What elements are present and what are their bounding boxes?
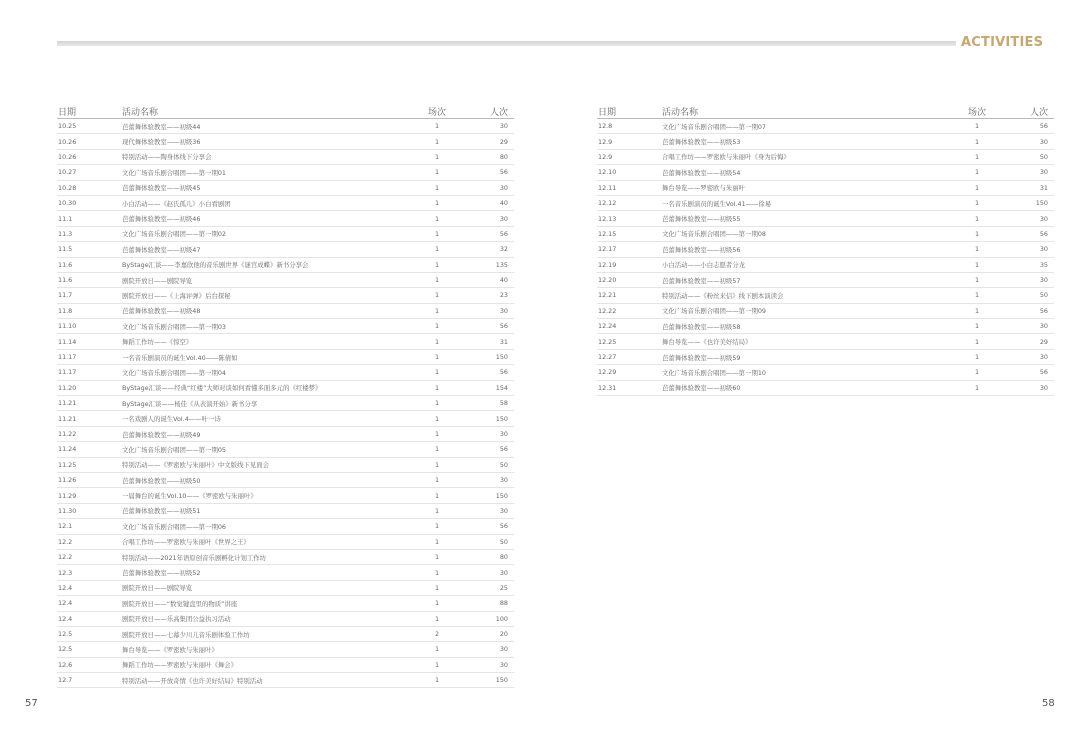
cell-activity-name: 芭蕾舞体验教室——初级55 <box>662 211 952 226</box>
cell-sessions: 1 <box>412 319 462 334</box>
table-row <box>597 165 1054 180</box>
cell-people: 30 <box>1002 242 1054 257</box>
cell-activity-name: 剧院开放日——乐高集团公益执习活动 <box>122 611 412 626</box>
cell-people: 80 <box>462 549 514 564</box>
cell-date: 10.26 <box>57 134 122 149</box>
cell-date: 12.12 <box>597 195 662 210</box>
cell-sessions: 1 <box>412 396 462 411</box>
cell-activity-name: 芭蕾舞体验教室——初级58 <box>662 319 952 334</box>
cell-activity-name: 剧院开放日——剧院导览 <box>122 272 412 287</box>
cell-date: 12.4 <box>57 580 122 595</box>
cell-date: 11.25 <box>57 457 122 472</box>
cell-date: 12.21 <box>597 288 662 303</box>
cell-people: 80 <box>462 149 514 164</box>
cell-people: 150 <box>1002 195 1054 210</box>
cell-people: 56 <box>1002 303 1054 318</box>
table-header-row <box>57 104 514 119</box>
cell-people: 40 <box>462 272 514 287</box>
cell-date: 11.20 <box>57 380 122 395</box>
cell-people: 30 <box>1002 134 1054 149</box>
cell-sessions: 1 <box>952 288 1002 303</box>
cell-people: 30 <box>462 657 514 672</box>
cell-people: 56 <box>1002 119 1054 134</box>
table-row <box>57 549 514 564</box>
cell-date: 11.30 <box>57 503 122 518</box>
cell-date: 11.29 <box>57 488 122 503</box>
section-title: ACTIVITIES <box>961 35 1044 50</box>
cell-activity-name: 剧院开放日——剧院导览 <box>122 580 412 595</box>
cell-people: 58 <box>462 396 514 411</box>
cell-date: 12.5 <box>57 626 122 641</box>
cell-date: 12.1 <box>57 519 122 534</box>
cell-sessions: 1 <box>952 303 1002 318</box>
cell-date: 12.4 <box>57 611 122 626</box>
cell-people: 100 <box>462 611 514 626</box>
table-row <box>57 442 514 457</box>
cell-activity-name: 文化广场音乐剧合唱团——第一期01 <box>122 165 412 180</box>
cell-activity-name: 合唱工作坊——罗密欧与朱丽叶《身为后悔》 <box>662 149 952 164</box>
table-row <box>597 226 1054 241</box>
cell-people: 56 <box>462 165 514 180</box>
cell-sessions: 1 <box>412 180 462 195</box>
table-row <box>597 257 1054 272</box>
cell-sessions: 1 <box>952 134 1002 149</box>
cell-activity-name: 一名戏剧人的诞生Vol.4——叶一诗 <box>122 411 412 426</box>
cell-activity-name: 剧院开放日——《上海评弹》后台探秘 <box>122 288 412 303</box>
cell-people: 30 <box>1002 165 1054 180</box>
column-header-people: 人次 <box>462 104 514 119</box>
table-row <box>57 257 514 272</box>
cell-date: 12.4 <box>57 596 122 611</box>
table-row <box>57 503 514 518</box>
table-row <box>57 242 514 257</box>
cell-activity-name: 舞台导览——《罗密欧与朱丽叶》 <box>122 642 412 657</box>
cell-sessions: 1 <box>952 149 1002 164</box>
cell-people: 30 <box>462 472 514 487</box>
cell-date: 12.10 <box>597 165 662 180</box>
table-row <box>57 211 514 226</box>
table-row <box>57 180 514 195</box>
column-header-people: 人次 <box>1002 104 1054 119</box>
cell-activity-name: 文化广场音乐剧合唱团——第一期09 <box>662 303 952 318</box>
cell-date: 11.10 <box>57 319 122 334</box>
table-row <box>57 580 514 595</box>
cell-activity-name: ByStage汇谈——经典“红楼”大师对谈如何看懂多面多元的《红楼梦》 <box>122 380 412 395</box>
table-row <box>57 657 514 672</box>
cell-date: 12.27 <box>597 349 662 364</box>
column-header-date: 日期 <box>597 104 662 119</box>
cell-date: 11.17 <box>57 365 122 380</box>
cell-people: 29 <box>1002 334 1054 349</box>
cell-sessions: 1 <box>412 472 462 487</box>
table-row <box>57 611 514 626</box>
cell-date: 11.21 <box>57 396 122 411</box>
cell-activity-name: 文化广场音乐剧合唱团——第一期07 <box>662 119 952 134</box>
cell-people: 56 <box>462 365 514 380</box>
cell-date: 12.11 <box>597 180 662 195</box>
cell-sessions: 1 <box>952 242 1002 257</box>
cell-date: 12.3 <box>57 565 122 580</box>
cell-activity-name: 舞台导览——《也许美好结局》 <box>662 334 952 349</box>
cell-date: 12.9 <box>597 134 662 149</box>
cell-people: 50 <box>1002 288 1054 303</box>
cell-activity-name: 文化广场音乐剧合唱团——第一期04 <box>122 365 412 380</box>
cell-sessions: 1 <box>412 673 462 688</box>
page-number-right: 58 <box>1042 698 1055 709</box>
cell-sessions: 1 <box>412 426 462 441</box>
cell-activity-name: 芭蕾舞体验教室——初级44 <box>122 119 412 134</box>
cell-sessions: 1 <box>952 180 1002 195</box>
cell-activity-name: 剧院开放日——七幕少川儿音乐剧体验工作坊 <box>122 626 412 641</box>
cell-date: 12.22 <box>597 303 662 318</box>
table-row <box>597 380 1054 395</box>
table-row <box>597 242 1054 257</box>
cell-date: 12.2 <box>57 534 122 549</box>
table-row <box>57 472 514 487</box>
cell-sessions: 1 <box>412 488 462 503</box>
cell-activity-name: 舞蹈工作坊——《惊空》 <box>122 334 412 349</box>
cell-sessions: 1 <box>952 165 1002 180</box>
cell-people: 30 <box>462 426 514 441</box>
table-row <box>597 349 1054 364</box>
cell-sessions: 1 <box>412 580 462 595</box>
cell-activity-name: 合唱工作坊——罗密欧与朱丽叶《世界之王》 <box>122 534 412 549</box>
cell-people: 150 <box>462 411 514 426</box>
cell-people: 56 <box>462 442 514 457</box>
cell-sessions: 1 <box>412 257 462 272</box>
table-row <box>57 334 514 349</box>
cell-people: 56 <box>462 226 514 241</box>
table-row <box>57 626 514 641</box>
cell-sessions: 1 <box>952 272 1002 287</box>
table-row <box>597 180 1054 195</box>
column-header-sessions: 场次 <box>952 104 1002 119</box>
table-row <box>597 334 1054 349</box>
cell-people: 30 <box>1002 349 1054 364</box>
cell-date: 12.7 <box>57 673 122 688</box>
activity-table-right <box>597 104 1054 396</box>
cell-sessions: 1 <box>952 349 1002 364</box>
table-row <box>57 396 514 411</box>
cell-date: 12.17 <box>597 242 662 257</box>
cell-people: 30 <box>462 180 514 195</box>
cell-people: 40 <box>462 195 514 210</box>
cell-sessions: 1 <box>412 657 462 672</box>
cell-activity-name: 特别活动——《罗密欧与朱丽叶》中文版线下见面会 <box>122 457 412 472</box>
table-row <box>597 195 1054 210</box>
cell-activity-name: 特别活动——开放奇情《也许美好结局》特别活动 <box>122 673 412 688</box>
cell-activity-name: ByStage汇谈——杨佳《从表演开始》新书分享 <box>122 396 412 411</box>
table-row <box>597 149 1054 164</box>
cell-activity-name: 芭蕾舞体验教室——初级60 <box>662 380 952 395</box>
cell-activity-name: 小白活动——小白志愿者分龙 <box>662 257 952 272</box>
cell-activity-name: 舞蹈工作坊——罗密欧与朱丽叶《舞会》 <box>122 657 412 672</box>
cell-people: 50 <box>462 534 514 549</box>
cell-people: 30 <box>462 503 514 518</box>
page-number-left: 57 <box>25 698 38 709</box>
cell-date: 12.8 <box>597 119 662 134</box>
table-row <box>57 673 514 688</box>
table-row <box>57 134 514 149</box>
cell-people: 135 <box>462 257 514 272</box>
table-row <box>57 119 514 134</box>
cell-activity-name: 文化广场音乐剧合唱团——第一期02 <box>122 226 412 241</box>
table-row <box>597 134 1054 149</box>
cell-date: 11.8 <box>57 303 122 318</box>
cell-activity-name: 文化广场音乐剧合唱团——第一期05 <box>122 442 412 457</box>
cell-activity-name: 芭蕾舞体验教室——初级54 <box>662 165 952 180</box>
cell-activity-name: 特别活动——2021年语原创音乐剧孵化计划工作坊 <box>122 549 412 564</box>
table-row <box>597 119 1054 134</box>
cell-people: 30 <box>462 565 514 580</box>
cell-sessions: 1 <box>952 380 1002 395</box>
cell-sessions: 1 <box>412 226 462 241</box>
table-row <box>57 426 514 441</box>
table-row <box>57 534 514 549</box>
cell-date: 12.20 <box>597 272 662 287</box>
cell-people: 30 <box>1002 272 1054 287</box>
cell-activity-name: 文化广场音乐剧合唱团——第一期06 <box>122 519 412 534</box>
cell-activity-name: 特别活动——陶身体线下分享会 <box>122 149 412 164</box>
cell-people: 31 <box>462 334 514 349</box>
cell-sessions: 1 <box>952 365 1002 380</box>
cell-sessions: 1 <box>412 149 462 164</box>
cell-sessions: 1 <box>412 134 462 149</box>
cell-date: 12.25 <box>597 334 662 349</box>
cell-activity-name: 芭蕾舞体验教室——初级51 <box>122 503 412 518</box>
cell-sessions: 1 <box>412 119 462 134</box>
cell-activity-name: 现代舞体验教室——初级36 <box>122 134 412 149</box>
cell-sessions: 1 <box>412 611 462 626</box>
cell-sessions: 1 <box>952 334 1002 349</box>
cell-sessions: 1 <box>412 165 462 180</box>
table-row <box>597 303 1054 318</box>
cell-activity-name: 一名音乐剧演员的诞生Vol.40——陈倩如 <box>122 349 412 364</box>
cell-sessions: 1 <box>412 349 462 364</box>
table-row <box>57 488 514 503</box>
cell-people: 30 <box>462 119 514 134</box>
table-header-row <box>597 104 1054 119</box>
table-row <box>57 642 514 657</box>
table-row <box>597 365 1054 380</box>
column-header-date: 日期 <box>57 104 122 119</box>
cell-sessions: 1 <box>412 519 462 534</box>
cell-people: 88 <box>462 596 514 611</box>
cell-people: 25 <box>462 580 514 595</box>
cell-people: 30 <box>462 303 514 318</box>
cell-date: 12.24 <box>597 319 662 334</box>
cell-activity-name: 芭蕾舞体验教室——初级50 <box>122 472 412 487</box>
cell-activity-name: 芭蕾舞体验教室——初级52 <box>122 565 412 580</box>
cell-sessions: 1 <box>412 565 462 580</box>
cell-date: 11.6 <box>57 257 122 272</box>
table-row <box>57 319 514 334</box>
cell-date: 11.22 <box>57 426 122 441</box>
cell-activity-name: 芭蕾舞体验教室——初级56 <box>662 242 952 257</box>
cell-activity-name: ByStage汇谈——李嘉欣他的音乐剧世界《谜宫成蝶》新书分享会 <box>122 257 412 272</box>
cell-date: 10.30 <box>57 195 122 210</box>
table-row <box>57 349 514 364</box>
cell-sessions: 1 <box>412 457 462 472</box>
cell-sessions: 1 <box>412 380 462 395</box>
cell-people: 31 <box>1002 180 1054 195</box>
cell-people: 30 <box>1002 380 1054 395</box>
table-row <box>57 380 514 395</box>
cell-sessions: 1 <box>412 272 462 287</box>
cell-activity-name: 芭蕾舞体验教室——初级53 <box>662 134 952 149</box>
cell-activity-name: 芭蕾舞体验教室——初级47 <box>122 242 412 257</box>
column-header-sessions: 场次 <box>412 104 462 119</box>
cell-date: 11.1 <box>57 211 122 226</box>
cell-sessions: 1 <box>412 596 462 611</box>
table-row <box>597 211 1054 226</box>
cell-activity-name: 一名音乐剧演员的诞生Vol.41——徐易 <box>662 195 952 210</box>
cell-people: 30 <box>1002 211 1054 226</box>
cell-date: 12.6 <box>57 657 122 672</box>
cell-people: 20 <box>462 626 514 641</box>
cell-people: 50 <box>1002 149 1054 164</box>
cell-activity-name: 芭蕾舞体验教室——初级45 <box>122 180 412 195</box>
cell-date: 12.5 <box>57 642 122 657</box>
cell-people: 150 <box>462 349 514 364</box>
table-row <box>57 365 514 380</box>
cell-sessions: 1 <box>412 303 462 318</box>
column-header-name: 活动名称 <box>122 104 412 119</box>
cell-people: 30 <box>462 642 514 657</box>
cell-sessions: 2 <box>412 626 462 641</box>
cell-sessions: 1 <box>952 195 1002 210</box>
cell-people: 23 <box>462 288 514 303</box>
cell-activity-name: 文化广场音乐剧合唱团——第一期10 <box>662 365 952 380</box>
cell-sessions: 1 <box>412 503 462 518</box>
cell-date: 11.5 <box>57 242 122 257</box>
table-row <box>57 165 514 180</box>
cell-people: 154 <box>462 380 514 395</box>
cell-sessions: 1 <box>412 211 462 226</box>
cell-sessions: 1 <box>952 319 1002 334</box>
cell-date: 11.14 <box>57 334 122 349</box>
cell-date: 10.28 <box>57 180 122 195</box>
table-row <box>57 195 514 210</box>
cell-date: 12.15 <box>597 226 662 241</box>
table-row <box>57 272 514 287</box>
cell-sessions: 1 <box>412 365 462 380</box>
cell-date: 12.9 <box>597 149 662 164</box>
cell-sessions: 1 <box>412 334 462 349</box>
table-row <box>57 596 514 611</box>
cell-activity-name: 小白活动——《赵氏孤儿》小白看剧团 <box>122 195 412 210</box>
table-row <box>57 411 514 426</box>
cell-people: 32 <box>462 242 514 257</box>
cell-date: 10.27 <box>57 165 122 180</box>
cell-date: 11.7 <box>57 288 122 303</box>
cell-date: 12.2 <box>57 549 122 564</box>
cell-sessions: 1 <box>412 442 462 457</box>
cell-sessions: 1 <box>412 288 462 303</box>
cell-people: 50 <box>462 457 514 472</box>
cell-activity-name: 一届舞台的诞生Vol.10——《罗密欧与朱丽叶》 <box>122 488 412 503</box>
table-row <box>597 288 1054 303</box>
cell-date: 11.3 <box>57 226 122 241</box>
cell-activity-name: 舞台导览——罗密欧与朱丽叶 <box>662 180 952 195</box>
cell-date: 11.26 <box>57 472 122 487</box>
table-row <box>57 226 514 241</box>
cell-date: 11.24 <box>57 442 122 457</box>
table-row <box>57 149 514 164</box>
cell-date: 10.26 <box>57 149 122 164</box>
cell-date: 11.6 <box>57 272 122 287</box>
cell-people: 56 <box>1002 365 1054 380</box>
cell-date: 10.25 <box>57 119 122 134</box>
cell-people: 56 <box>1002 226 1054 241</box>
cell-activity-name: 芭蕾舞体验教室——初级57 <box>662 272 952 287</box>
cell-people: 56 <box>462 519 514 534</box>
cell-people: 35 <box>1002 257 1054 272</box>
cell-people: 30 <box>462 211 514 226</box>
cell-sessions: 1 <box>952 257 1002 272</box>
cell-date: 11.17 <box>57 349 122 364</box>
cell-activity-name: 芭蕾舞体验教室——初级48 <box>122 303 412 318</box>
cell-activity-name: 特别活动——《粉丝来信》线下剧本演读会 <box>662 288 952 303</box>
cell-activity-name: 芭蕾舞体验教室——初级59 <box>662 349 952 364</box>
cell-people: 29 <box>462 134 514 149</box>
table-row <box>597 319 1054 334</box>
cell-date: 12.19 <box>597 257 662 272</box>
activity-table-left <box>57 104 514 688</box>
cell-people: 150 <box>462 673 514 688</box>
cell-activity-name: 芭蕾舞体验教室——初级46 <box>122 211 412 226</box>
cell-sessions: 1 <box>952 226 1002 241</box>
table-row <box>597 272 1054 287</box>
cell-sessions: 1 <box>412 195 462 210</box>
cell-sessions: 1 <box>952 119 1002 134</box>
table-row <box>57 288 514 303</box>
cell-activity-name: 芭蕾舞体验教室——初级49 <box>122 426 412 441</box>
table-row <box>57 519 514 534</box>
cell-sessions: 1 <box>412 549 462 564</box>
cell-people: 56 <box>462 319 514 334</box>
cell-date: 12.29 <box>597 365 662 380</box>
cell-date: 11.21 <box>57 411 122 426</box>
cell-sessions: 1 <box>412 411 462 426</box>
column-header-name: 活动名称 <box>662 104 952 119</box>
cell-activity-name: 文化广场音乐剧合唱团——第一期08 <box>662 226 952 241</box>
table-row <box>57 565 514 580</box>
header-rule <box>57 41 956 46</box>
cell-activity-name: 剧院开放日——“数觉键盘里的物质”讲座 <box>122 596 412 611</box>
cell-sessions: 1 <box>412 534 462 549</box>
cell-sessions: 1 <box>952 211 1002 226</box>
cell-date: 12.13 <box>597 211 662 226</box>
cell-sessions: 1 <box>412 642 462 657</box>
cell-people: 30 <box>1002 319 1054 334</box>
cell-sessions: 1 <box>412 242 462 257</box>
cell-activity-name: 文化广场音乐剧合唱团——第一期03 <box>122 319 412 334</box>
table-row <box>57 303 514 318</box>
cell-date: 12.31 <box>597 380 662 395</box>
table-row <box>57 457 514 472</box>
cell-people: 150 <box>462 488 514 503</box>
